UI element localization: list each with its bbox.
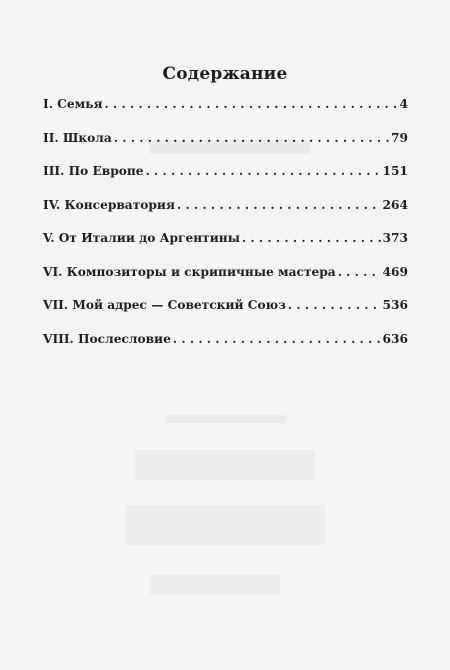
toc-entry-page: 636 — [382, 331, 408, 346]
toc-entry-page: 469 — [382, 264, 408, 279]
toc-entry-page: 264 — [382, 197, 408, 212]
toc-entry[interactable] — [43, 298, 408, 332]
dot-leader — [177, 198, 381, 212]
toc-entry[interactable] — [43, 97, 408, 131]
dot-leader — [105, 97, 398, 111]
toc-entry-label: II. Школа — [43, 130, 112, 145]
bleed-through-block-5 — [150, 575, 280, 595]
toc-entry-label: V. От Италии до Аргентины — [43, 231, 240, 245]
bleed-through-block-4 — [125, 505, 325, 545]
dot-leader — [114, 131, 389, 145]
table-of-contents — [43, 97, 408, 365]
toc-entry[interactable] — [43, 231, 408, 265]
toc-entry[interactable] — [43, 265, 408, 299]
dot-leader — [242, 231, 381, 245]
toc-entry-page: 79 — [391, 130, 408, 145]
dot-leader — [146, 164, 381, 178]
toc-entry-page: 373 — [382, 231, 408, 245]
bleed-through-block-3 — [135, 450, 315, 480]
toc-entry[interactable] — [43, 332, 408, 366]
toc-entry-label: VIII. Послесловие — [43, 331, 171, 346]
toc-entry-label: I. Семья — [43, 97, 103, 111]
toc-entry-label: IV. Консерватория — [43, 197, 175, 212]
bleed-through-block-2 — [165, 415, 285, 423]
toc-entry-page: 536 — [382, 298, 408, 312]
dot-leader — [288, 298, 381, 312]
toc-entry-page: 151 — [382, 164, 408, 178]
toc-entry-label: VI. Композиторы и скрипичные мастера — [43, 264, 336, 279]
toc-entry-label: III. По Европе — [43, 164, 144, 178]
toc-entry[interactable] — [43, 198, 408, 232]
dot-leader — [338, 265, 381, 279]
dot-leader — [173, 332, 381, 346]
toc-entry-label: VII. Мой адрес — Советский Союз — [43, 298, 286, 312]
toc-entry[interactable] — [43, 131, 408, 165]
page-title: Содержание — [162, 64, 288, 84]
toc-entry-page: 4 — [399, 97, 408, 111]
toc-entry[interactable] — [43, 164, 408, 198]
